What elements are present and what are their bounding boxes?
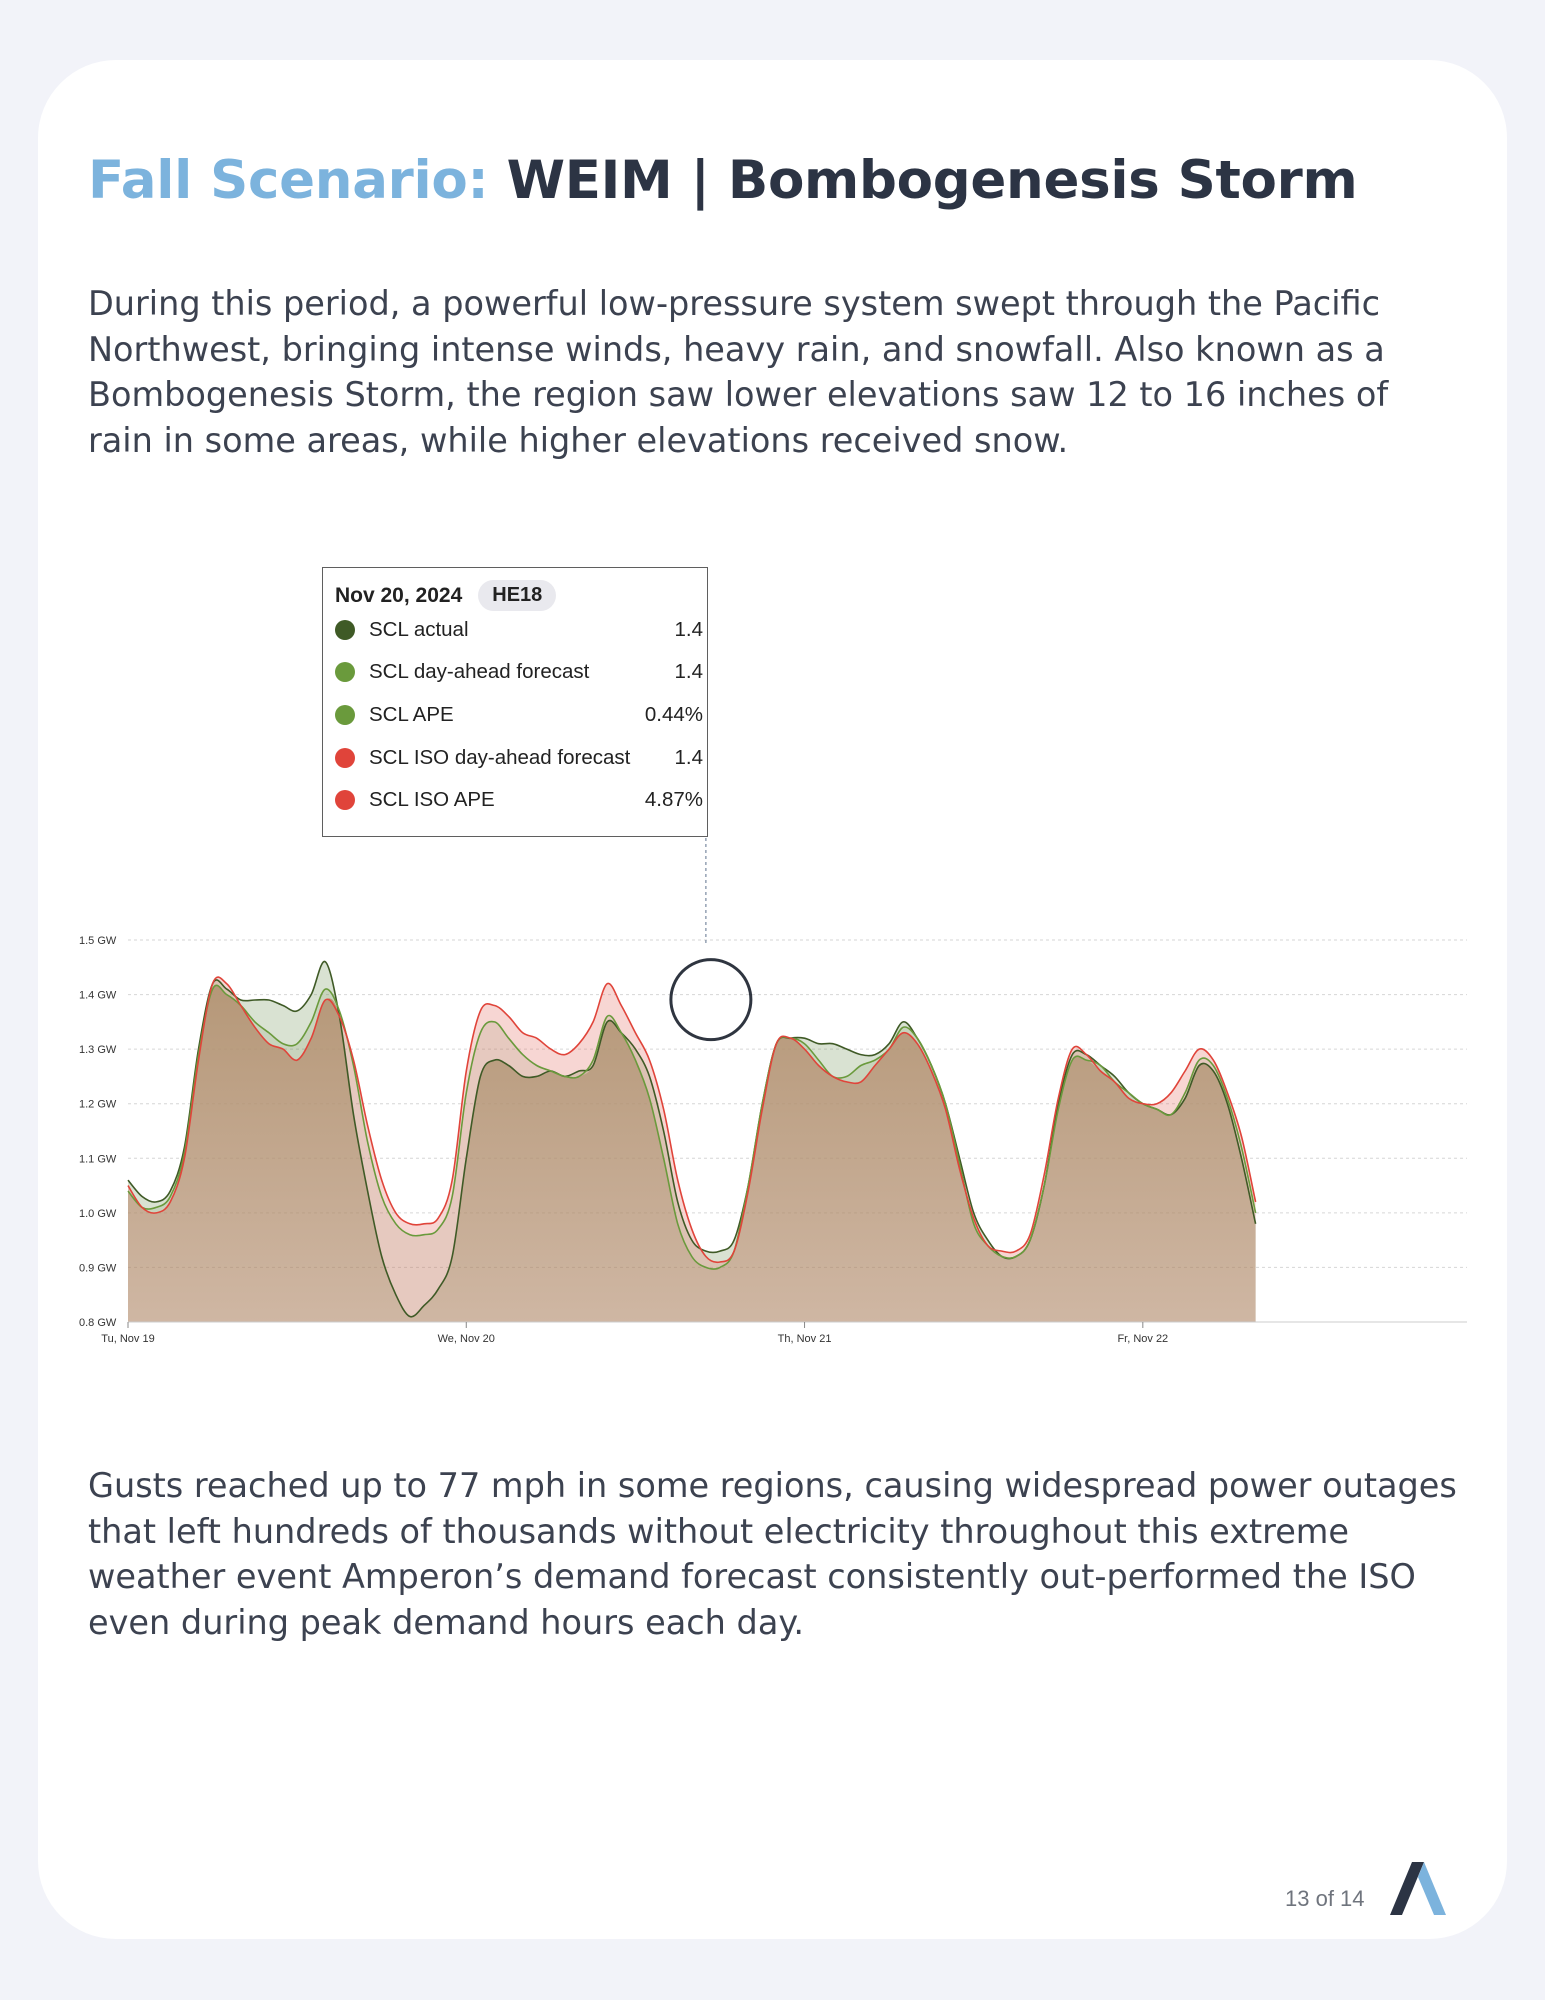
y-tick-label: 1.4 GW (79, 989, 117, 1002)
chart-areas (128, 961, 1256, 1322)
legend-dot-icon (335, 705, 355, 725)
legend-dot-icon (335, 662, 355, 682)
legend-dot-icon (335, 620, 355, 640)
title-prefix: Fall Scenario: (88, 150, 489, 211)
tooltip-row-actual (335, 615, 703, 645)
page-number: 13 of 14 (1285, 1886, 1365, 1911)
y-tick-label: 1.1 GW (79, 1153, 117, 1166)
x-tick-label: Th, Nov 21 (777, 1333, 832, 1345)
amperon-logo-icon (1390, 1862, 1446, 1916)
legend-dot-icon (335, 748, 355, 768)
tooltip-row-label: SCL day-ahead forecast (369, 660, 590, 683)
tooltip-row-ape (335, 700, 703, 730)
tooltip-row-label: SCL ISO day-ahead forecast (369, 746, 631, 769)
intro-paragraph: During this period, a powerful low-pressure system swept through the Pacific Northwest, bringing intense winds, heavy rain, and snowfall. Also known as a Bombogenesis Storm, the region saw lower elevations saw 12 to 16 inches of rain in some areas, while higher elevations received snow. (88, 284, 1389, 460)
x-tick-label: We, Nov 20 (437, 1333, 495, 1345)
y-tick-label: 1.3 GW (79, 1044, 117, 1057)
tooltip-header (335, 580, 556, 611)
x-tick-label: Fr, Nov 22 (1117, 1333, 1169, 1345)
highlight-circle (671, 960, 751, 1040)
y-tick-label: 1.2 GW (79, 1098, 117, 1111)
tooltip-row-day-ahead (335, 657, 703, 687)
legend-dot-icon (335, 790, 355, 810)
y-tick-label: 0.9 GW (79, 1262, 117, 1275)
tooltip-row-value: 0.44% (644, 703, 703, 726)
y-tick-label: 1.0 GW (79, 1207, 117, 1220)
tooltip-row-value: 1.4 (674, 618, 703, 641)
tooltip-row-iso-ape (335, 785, 703, 815)
summary-paragraph: Gusts reached up to 77 mph in some regions, causing widespread power outages that left hundreds of thousands without electricity throughout this extreme weather event Amperon’s demand forecast consistently out-performed the ISO even during peak demand hours each day. (88, 1466, 1457, 1642)
tooltip-hour-badge: HE18 (478, 580, 556, 611)
tooltip-date: Nov 20, 2024 (335, 583, 463, 607)
chart-highlight (671, 838, 751, 1040)
tooltip-row-label: SCL ISO APE (369, 788, 495, 811)
x-tick-label: Tu, Nov 19 (101, 1333, 155, 1345)
y-tick-label: 1.5 GW (79, 935, 117, 947)
tooltip-row-label: SCL APE (369, 703, 454, 726)
tooltip-row-iso-forecast (335, 743, 703, 773)
tooltip-row-value: 1.4 (674, 746, 703, 769)
tooltip-row-value: 4.87% (644, 788, 703, 811)
title-main: WEIM | Bombogenesis Storm (506, 150, 1358, 211)
chart-tooltip (322, 567, 708, 837)
tooltip-row-value: 1.4 (674, 660, 703, 683)
tooltip-row-label: SCL actual (369, 618, 469, 641)
y-tick-label: 0.8 GW (79, 1317, 117, 1329)
